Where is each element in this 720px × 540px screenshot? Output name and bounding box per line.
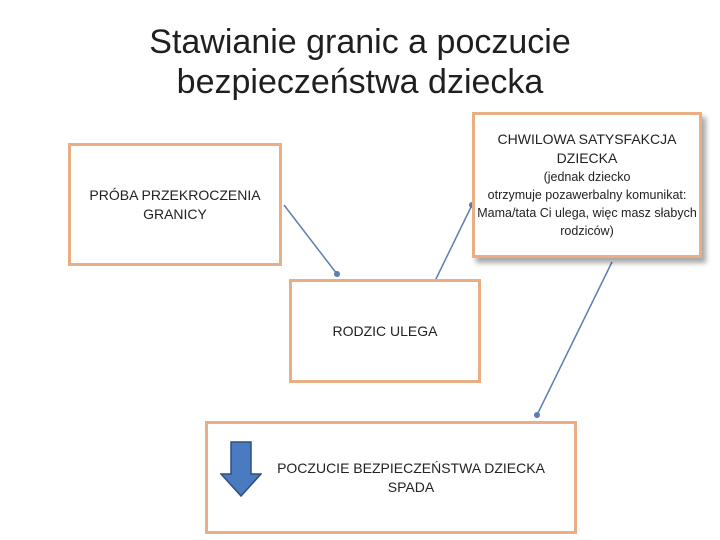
box-security-drops-text: POCZUCIE BEZPIECZEŃSTWA DZIECKA SPADA — [277, 459, 545, 495]
arrow-attempt-to-parent — [284, 205, 337, 274]
box-satisfaction-heading: CHWILOWA SATYSFAKCJA DZIECKA — [497, 131, 677, 166]
title-line-1: Stawianie granic a poczucie — [149, 23, 571, 61]
box-boundary-attempt-text: PRÓBA PRZEKROCZENIA GRANICY — [89, 186, 261, 222]
box-satisfaction-note-open: (jednak dziecko — [543, 170, 631, 184]
box-parent-gives-in-text: RODZIC ULEGA — [332, 322, 438, 339]
box-satisfaction-note: otrzymuje pozawerbalny komunikat: Mama/tata Ci ulega, więc masz słabych rodziców) — [477, 188, 697, 238]
box-momentary-satisfaction — [472, 112, 702, 258]
box-boundary-attempt — [68, 143, 282, 266]
down-arrow-icon — [220, 441, 262, 497]
title-line-2: bezpieczeństwa dziecka — [176, 63, 544, 101]
arrow-satisfaction-to-security — [537, 262, 612, 415]
box-satisfaction-content — [477, 130, 697, 240]
box-parent-gives-in — [289, 279, 481, 383]
slide-title — [80, 22, 640, 102]
arrow-parent-to-satisfaction — [434, 205, 472, 283]
